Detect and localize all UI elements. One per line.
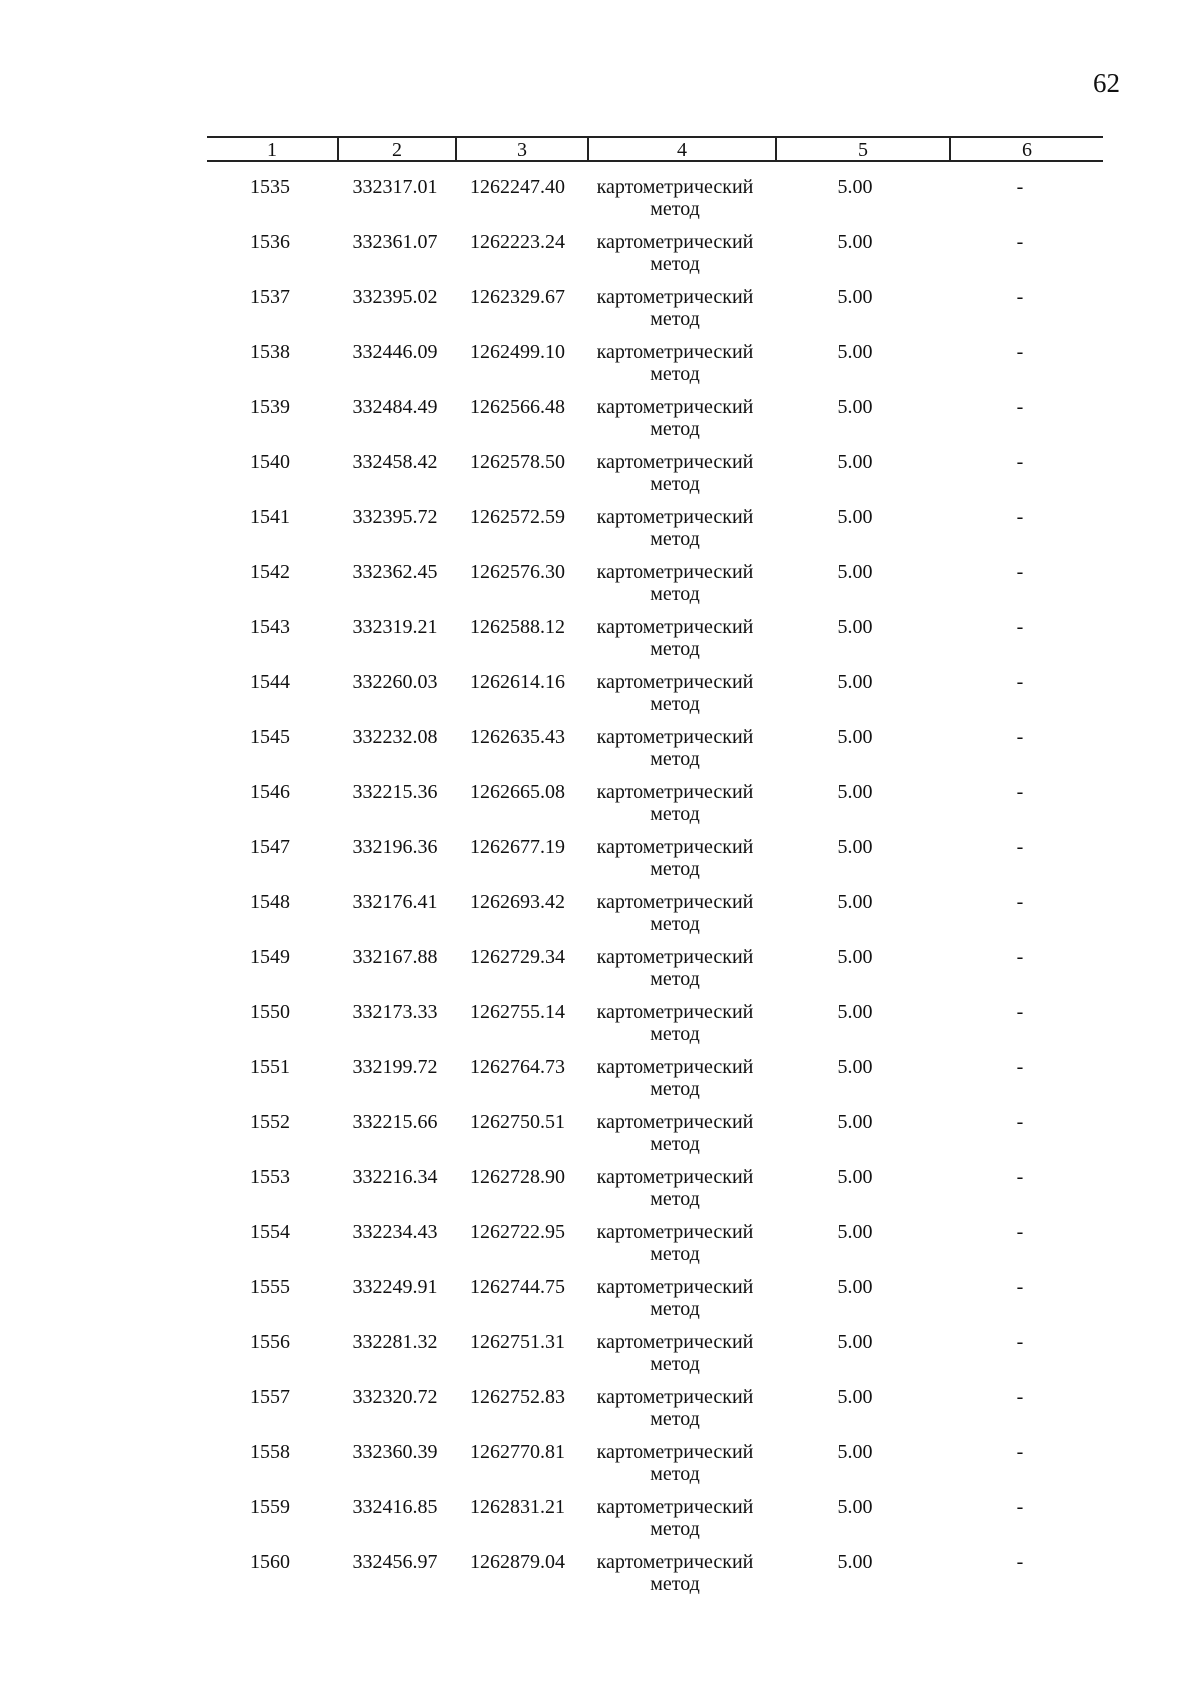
table-row — [0, 891, 1200, 946]
x-coordinate-cell: 332199.72 — [352, 1056, 438, 1078]
point-number-cell: 1541 — [250, 506, 290, 528]
method-cell — [585, 1001, 765, 1045]
method-line-1: картометрический — [596, 1496, 754, 1518]
dash-cell: - — [1016, 341, 1024, 363]
table-row — [0, 1496, 1200, 1551]
method-line-2: метод — [650, 418, 700, 440]
method-line-1: картометрический — [596, 341, 754, 363]
method-cell — [585, 1386, 765, 1430]
y-coordinate-cell: 1262693.42 — [470, 891, 565, 913]
x-coordinate-cell: 332176.41 — [352, 891, 438, 913]
value-cell: 5.00 — [837, 1001, 873, 1023]
method-line-1: картометрический — [596, 1276, 754, 1298]
y-coordinate-cell: 1262729.34 — [470, 946, 565, 968]
method-line-2: метод — [650, 1133, 700, 1155]
x-coordinate-cell: 332458.42 — [352, 451, 438, 473]
x-coordinate-cell: 332456.97 — [352, 1551, 438, 1573]
value-cell: 5.00 — [837, 781, 873, 803]
method-line-1: картометрический — [596, 891, 754, 913]
y-coordinate-cell: 1262677.19 — [470, 836, 565, 858]
table-row — [0, 286, 1200, 341]
dash-cell: - — [1016, 286, 1024, 308]
method-cell — [585, 1221, 765, 1265]
value-cell: 5.00 — [837, 891, 873, 913]
table-row — [0, 396, 1200, 451]
value-cell: 5.00 — [837, 1331, 873, 1353]
point-number-cell: 1557 — [250, 1386, 290, 1408]
method-line-2: метод — [650, 528, 700, 550]
method-line-2: метод — [650, 693, 700, 715]
method-line-2: метод — [650, 363, 700, 385]
point-number-cell: 1551 — [250, 1056, 290, 1078]
method-line-1: картометрический — [596, 671, 754, 693]
method-line-1: картометрический — [596, 1001, 754, 1023]
x-coordinate-cell: 332260.03 — [352, 671, 438, 693]
point-number-cell: 1538 — [250, 341, 290, 363]
y-coordinate-cell: 1262764.73 — [470, 1056, 565, 1078]
point-number-cell: 1549 — [250, 946, 290, 968]
table-row — [0, 836, 1200, 891]
dash-cell: - — [1016, 1331, 1024, 1353]
method-line-2: метод — [650, 1188, 700, 1210]
y-coordinate-cell: 1262572.59 — [470, 506, 565, 528]
header-col-4: 4 — [677, 139, 687, 161]
x-coordinate-cell: 332215.66 — [352, 1111, 438, 1133]
value-cell: 5.00 — [837, 1221, 873, 1243]
dash-cell: - — [1016, 836, 1024, 858]
method-line-2: метод — [650, 1463, 700, 1485]
table-row — [0, 616, 1200, 671]
x-coordinate-cell: 332395.72 — [352, 506, 438, 528]
y-coordinate-cell: 1262576.30 — [470, 561, 565, 583]
method-cell — [585, 616, 765, 660]
method-line-2: метод — [650, 638, 700, 660]
y-coordinate-cell: 1262879.04 — [470, 1551, 565, 1573]
y-coordinate-cell: 1262499.10 — [470, 341, 565, 363]
method-line-2: метод — [650, 308, 700, 330]
point-number-cell: 1558 — [250, 1441, 290, 1463]
method-line-1: картометрический — [596, 946, 754, 968]
method-cell — [585, 1441, 765, 1485]
dash-cell: - — [1016, 946, 1024, 968]
dash-cell: - — [1016, 1111, 1024, 1133]
x-coordinate-cell: 332395.02 — [352, 286, 438, 308]
method-line-2: метод — [650, 968, 700, 990]
method-line-2: метод — [650, 858, 700, 880]
method-cell — [585, 781, 765, 825]
value-cell: 5.00 — [837, 671, 873, 693]
x-coordinate-cell: 332361.07 — [352, 231, 438, 253]
y-coordinate-cell: 1262755.14 — [470, 1001, 565, 1023]
dash-cell: - — [1016, 506, 1024, 528]
table-row — [0, 726, 1200, 781]
dash-cell: - — [1016, 1276, 1024, 1298]
x-coordinate-cell: 332362.45 — [352, 561, 438, 583]
point-number-cell: 1542 — [250, 561, 290, 583]
method-line-1: картометрический — [596, 506, 754, 528]
point-number-cell: 1539 — [250, 396, 290, 418]
method-line-2: метод — [650, 803, 700, 825]
x-coordinate-cell: 332249.91 — [352, 1276, 438, 1298]
point-number-cell: 1555 — [250, 1276, 290, 1298]
header-col-3: 3 — [517, 139, 527, 161]
dash-cell: - — [1016, 1386, 1024, 1408]
method-line-2: метод — [650, 1518, 700, 1540]
point-number-cell: 1556 — [250, 1331, 290, 1353]
method-cell — [585, 1056, 765, 1100]
point-number-cell: 1540 — [250, 451, 290, 473]
y-coordinate-cell: 1262578.50 — [470, 451, 565, 473]
point-number-cell: 1550 — [250, 1001, 290, 1023]
value-cell: 5.00 — [837, 946, 873, 968]
method-cell — [585, 176, 765, 220]
method-line-1: картометрический — [596, 1221, 754, 1243]
value-cell: 5.00 — [837, 286, 873, 308]
x-coordinate-cell: 332317.01 — [352, 176, 438, 198]
value-cell: 5.00 — [837, 1441, 873, 1463]
table-row — [0, 1056, 1200, 1111]
page-number: 62 — [1093, 68, 1120, 98]
y-coordinate-cell: 1262329.67 — [470, 286, 565, 308]
dash-cell: - — [1016, 1221, 1024, 1243]
dash-cell: - — [1016, 561, 1024, 583]
method-line-2: метод — [650, 1353, 700, 1375]
method-line-1: картометрический — [596, 836, 754, 858]
method-line-2: метод — [650, 198, 700, 220]
dash-cell: - — [1016, 1551, 1024, 1573]
header-col-5: 5 — [858, 139, 868, 161]
method-line-2: метод — [650, 1408, 700, 1430]
x-coordinate-cell: 332173.33 — [352, 1001, 438, 1023]
dash-cell: - — [1016, 616, 1024, 638]
method-cell — [585, 561, 765, 605]
method-line-1: картометрический — [596, 451, 754, 473]
y-coordinate-cell: 1262722.95 — [470, 1221, 565, 1243]
table-row — [0, 1441, 1200, 1496]
value-cell: 5.00 — [837, 1056, 873, 1078]
point-number-cell: 1548 — [250, 891, 290, 913]
x-coordinate-cell: 332216.34 — [352, 1166, 438, 1188]
method-cell — [585, 1111, 765, 1155]
point-number-cell: 1537 — [250, 286, 290, 308]
method-line-1: картометрический — [596, 616, 754, 638]
method-line-2: метод — [650, 1243, 700, 1265]
value-cell: 5.00 — [837, 1386, 873, 1408]
point-number-cell: 1559 — [250, 1496, 290, 1518]
value-cell: 5.00 — [837, 451, 873, 473]
dash-cell: - — [1016, 231, 1024, 253]
y-coordinate-cell: 1262770.81 — [470, 1441, 565, 1463]
dash-cell: - — [1016, 1166, 1024, 1188]
x-coordinate-cell: 332360.39 — [352, 1441, 438, 1463]
y-coordinate-cell: 1262728.90 — [470, 1166, 565, 1188]
table-row — [0, 1331, 1200, 1386]
y-coordinate-cell: 1262588.12 — [470, 616, 565, 638]
table-row — [0, 1001, 1200, 1056]
method-line-2: метод — [650, 1078, 700, 1100]
table-body — [0, 176, 1200, 1606]
method-cell — [585, 671, 765, 715]
y-coordinate-cell: 1262750.51 — [470, 1111, 565, 1133]
method-line-2: метод — [650, 253, 700, 275]
method-line-2: метод — [650, 1573, 700, 1595]
x-coordinate-cell: 332234.43 — [352, 1221, 438, 1243]
y-coordinate-cell: 1262665.08 — [470, 781, 565, 803]
dash-cell: - — [1016, 451, 1024, 473]
x-coordinate-cell: 332416.85 — [352, 1496, 438, 1518]
method-line-1: картометрический — [596, 1166, 754, 1188]
point-number-cell: 1547 — [250, 836, 290, 858]
table-row — [0, 1551, 1200, 1606]
method-line-1: картометрический — [596, 1111, 754, 1133]
value-cell: 5.00 — [837, 1496, 873, 1518]
dash-cell: - — [1016, 671, 1024, 693]
dash-cell: - — [1016, 1001, 1024, 1023]
table-row — [0, 1276, 1200, 1331]
x-coordinate-cell: 332232.08 — [352, 726, 438, 748]
method-cell — [585, 451, 765, 495]
y-coordinate-cell: 1262566.48 — [470, 396, 565, 418]
method-line-1: картометрический — [596, 1551, 754, 1573]
method-line-1: картометрический — [596, 1331, 754, 1353]
value-cell: 5.00 — [837, 1276, 873, 1298]
x-coordinate-cell: 332196.36 — [352, 836, 438, 858]
value-cell: 5.00 — [837, 341, 873, 363]
table-row — [0, 946, 1200, 1001]
table-row — [0, 506, 1200, 561]
x-coordinate-cell: 332320.72 — [352, 1386, 438, 1408]
value-cell: 5.00 — [837, 231, 873, 253]
point-number-cell: 1545 — [250, 726, 290, 748]
x-coordinate-cell: 332484.49 — [352, 396, 438, 418]
method-cell — [585, 836, 765, 880]
y-coordinate-cell: 1262247.40 — [470, 176, 565, 198]
point-number-cell: 1535 — [250, 176, 290, 198]
method-line-1: картометрический — [596, 1386, 754, 1408]
point-number-cell: 1560 — [250, 1551, 290, 1573]
method-line-2: метод — [650, 473, 700, 495]
x-coordinate-cell: 332215.36 — [352, 781, 438, 803]
method-cell — [585, 1166, 765, 1210]
value-cell: 5.00 — [837, 836, 873, 858]
method-cell — [585, 946, 765, 990]
point-number-cell: 1553 — [250, 1166, 290, 1188]
method-cell — [585, 1551, 765, 1595]
value-cell: 5.00 — [837, 726, 873, 748]
y-coordinate-cell: 1262752.83 — [470, 1386, 565, 1408]
method-cell — [585, 396, 765, 440]
point-number-cell: 1552 — [250, 1111, 290, 1133]
value-cell: 5.00 — [837, 1551, 873, 1573]
method-line-1: картометрический — [596, 561, 754, 583]
method-cell — [585, 1276, 765, 1320]
dash-cell: - — [1016, 396, 1024, 418]
y-coordinate-cell: 1262635.43 — [470, 726, 565, 748]
header-col-1: 1 — [267, 139, 277, 161]
y-coordinate-cell: 1262223.24 — [470, 231, 565, 253]
table-row — [0, 1166, 1200, 1221]
table-row — [0, 451, 1200, 506]
dash-cell: - — [1016, 1496, 1024, 1518]
method-line-1: картометрический — [596, 231, 754, 253]
x-coordinate-cell: 332281.32 — [352, 1331, 438, 1353]
method-cell — [585, 1496, 765, 1540]
value-cell: 5.00 — [837, 1166, 873, 1188]
method-line-2: метод — [650, 1298, 700, 1320]
table-row — [0, 176, 1200, 231]
dash-cell: - — [1016, 781, 1024, 803]
method-line-2: метод — [650, 748, 700, 770]
method-cell — [585, 231, 765, 275]
y-coordinate-cell: 1262831.21 — [470, 1496, 565, 1518]
x-coordinate-cell: 332167.88 — [352, 946, 438, 968]
dash-cell: - — [1016, 1441, 1024, 1463]
table-row — [0, 1111, 1200, 1166]
table-row — [0, 1386, 1200, 1441]
method-line-1: картометрический — [596, 781, 754, 803]
dash-cell: - — [1016, 1056, 1024, 1078]
y-coordinate-cell: 1262614.16 — [470, 671, 565, 693]
table-row — [0, 341, 1200, 396]
value-cell: 5.00 — [837, 396, 873, 418]
method-line-2: метод — [650, 583, 700, 605]
method-line-2: метод — [650, 1023, 700, 1045]
method-cell — [585, 341, 765, 385]
point-number-cell: 1543 — [250, 616, 290, 638]
value-cell: 5.00 — [837, 1111, 873, 1133]
method-cell — [585, 891, 765, 935]
dash-cell: - — [1016, 891, 1024, 913]
header-col-6: 6 — [1022, 139, 1032, 161]
dash-cell: - — [1016, 176, 1024, 198]
value-cell: 5.00 — [837, 616, 873, 638]
method-line-1: картометрический — [596, 396, 754, 418]
method-line-2: метод — [650, 913, 700, 935]
x-coordinate-cell: 332319.21 — [352, 616, 438, 638]
table-row — [0, 671, 1200, 726]
method-cell — [585, 1331, 765, 1375]
point-number-cell: 1546 — [250, 781, 290, 803]
table-header — [207, 136, 1103, 162]
method-line-1: картометрический — [596, 176, 754, 198]
table-row — [0, 231, 1200, 286]
method-line-1: картометрический — [596, 1441, 754, 1463]
method-cell — [585, 726, 765, 770]
value-cell: 5.00 — [837, 506, 873, 528]
method-cell — [585, 506, 765, 550]
method-line-1: картометрический — [596, 726, 754, 748]
method-cell — [585, 286, 765, 330]
value-cell: 5.00 — [837, 176, 873, 198]
y-coordinate-cell: 1262751.31 — [470, 1331, 565, 1353]
method-line-1: картометрический — [596, 286, 754, 308]
value-cell: 5.00 — [837, 561, 873, 583]
table-row — [0, 1221, 1200, 1276]
table-row — [0, 561, 1200, 616]
method-line-1: картометрический — [596, 1056, 754, 1078]
point-number-cell: 1554 — [250, 1221, 290, 1243]
point-number-cell: 1544 — [250, 671, 290, 693]
y-coordinate-cell: 1262744.75 — [470, 1276, 565, 1298]
header-col-2: 2 — [392, 139, 402, 161]
x-coordinate-cell: 332446.09 — [352, 341, 438, 363]
point-number-cell: 1536 — [250, 231, 290, 253]
table-row — [0, 781, 1200, 836]
dash-cell: - — [1016, 726, 1024, 748]
